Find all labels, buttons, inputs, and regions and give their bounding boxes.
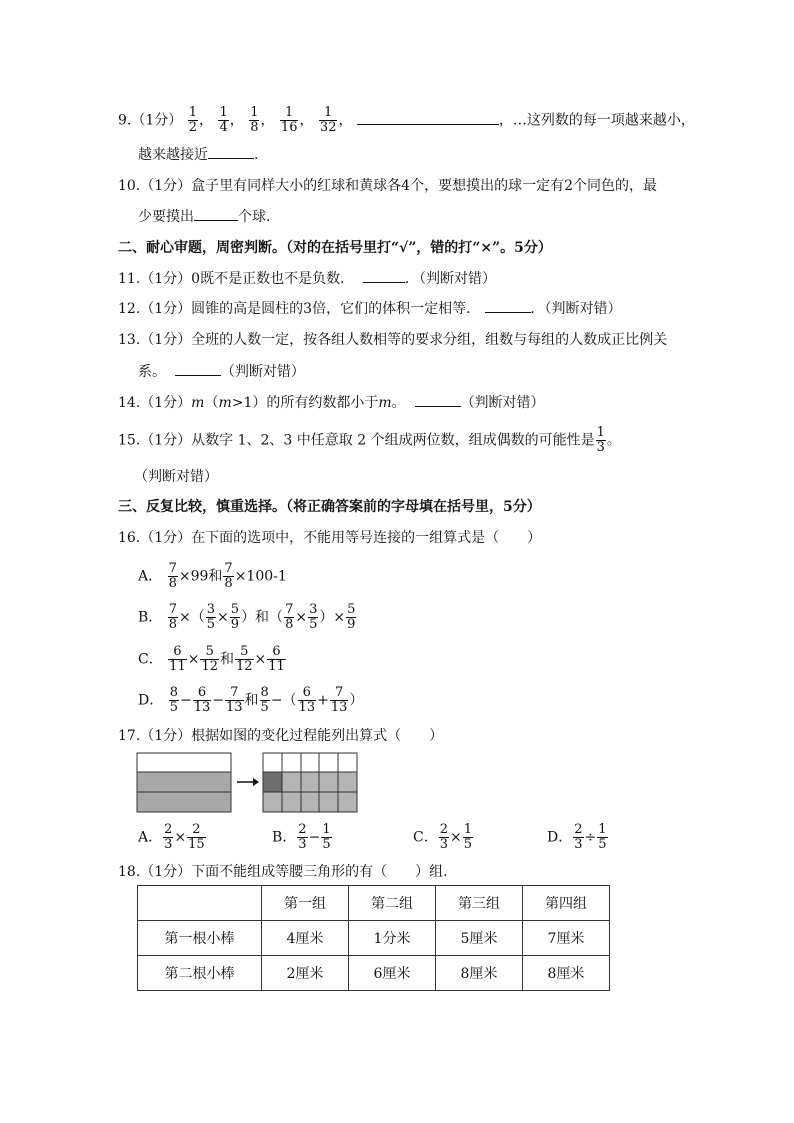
- fraction: [573, 823, 583, 852]
- denominator: 5: [309, 617, 318, 632]
- math-text: ）: [349, 692, 364, 709]
- numerator: 1: [463, 822, 473, 837]
- option-17-c[interactable]: [413, 823, 474, 852]
- numerator: 6: [298, 686, 317, 701]
- option-16-c[interactable]: [138, 645, 287, 674]
- option-17-d[interactable]: [547, 823, 609, 852]
- question-text: （判断对错）: [460, 395, 545, 411]
- variable: m: [218, 395, 232, 411]
- table-cell: 7厘米: [523, 921, 610, 956]
- table-cell: 第二根小棒: [138, 956, 262, 991]
- question-17-stem: 17.（1分）根据如图的变化过程能列出算式（ ）: [118, 728, 444, 744]
- denominator: 13: [225, 700, 243, 715]
- question-18-stem: 18.（1分）下面不能组成等腰三角形的有（ ）组.: [118, 864, 448, 880]
- denominator: 5: [206, 617, 216, 632]
- math-text: 和: [244, 692, 259, 709]
- question-text: （: [204, 395, 219, 411]
- question-15-line1: [118, 426, 621, 455]
- numerator: 1: [219, 105, 228, 120]
- table-row: [138, 921, 610, 956]
- math-text: +: [317, 692, 329, 709]
- question-text: 15.（1分）从数字 1、2、3 中任意取 2 个组成两位数，组成偶数的可能性是: [118, 432, 595, 449]
- separator: ，: [229, 112, 244, 129]
- fraction: [223, 562, 233, 591]
- option-label: C．: [413, 829, 438, 846]
- option-label: A．: [138, 568, 163, 585]
- question-14: [118, 392, 545, 413]
- question-text: 个球.: [238, 209, 271, 225]
- numerator: 7: [224, 561, 233, 576]
- section-2-heading: 二、耐心审题，周密判断。（对的在括号里打“√”，错的打“×”。5分）: [118, 240, 552, 256]
- variable: m: [191, 395, 205, 411]
- question-text: 越来越接近: [138, 147, 208, 163]
- fraction: [168, 562, 178, 591]
- math-text: 和: [220, 651, 234, 668]
- fraction: [267, 645, 286, 674]
- answer-blank[interactable]: [175, 361, 221, 376]
- fraction: [187, 823, 206, 852]
- option-label: D．: [138, 692, 164, 709]
- denominator: 11: [268, 659, 285, 674]
- question-11: [118, 268, 496, 289]
- question-15-line2: （判断对错）: [134, 469, 218, 485]
- numerator: 8: [169, 685, 178, 700]
- separator: ，: [199, 112, 213, 129]
- fraction: [200, 645, 219, 674]
- denominator: 13: [193, 700, 211, 715]
- question-13-line1: 13.（1分）全班的人数一定，按各组人数相等的要求分组，组数与每组的人数成正比例关: [118, 332, 668, 348]
- question-text: .: [254, 147, 259, 163]
- table-header-row: [138, 886, 610, 921]
- option-16-a[interactable]: [138, 562, 287, 591]
- fraction: [260, 686, 270, 715]
- denominator: 4: [219, 120, 228, 135]
- fraction: [439, 823, 449, 852]
- fraction: [597, 823, 607, 852]
- denominator: 3: [164, 837, 173, 852]
- denominator: 12: [236, 659, 253, 674]
- option-label: A．: [138, 829, 163, 846]
- table-header-cell: 第三组: [436, 886, 523, 921]
- numerator: 5: [347, 602, 356, 617]
- denominator: 8: [224, 576, 233, 591]
- numerator: 1: [596, 425, 605, 440]
- question-16-stem: 16.（1分）在下面的选项中，不能用等号连接的一组算式是（ ）: [118, 530, 542, 546]
- math-text: ÷: [584, 829, 597, 846]
- answer-blank[interactable]: [485, 298, 531, 313]
- denominator: 12: [201, 659, 218, 674]
- numerator: 1: [188, 105, 197, 120]
- fraction: [230, 603, 240, 632]
- denominator: 11: [169, 659, 186, 674]
- table-cell: 2厘米: [262, 956, 349, 991]
- table-header-cell: 第一组: [262, 886, 349, 921]
- option-label: D．: [547, 829, 573, 846]
- table-header-cell: 第二组: [349, 886, 436, 921]
- denominator: 32: [319, 120, 337, 135]
- question-text: （判断对错）: [220, 364, 305, 380]
- denominator: 9: [347, 617, 356, 632]
- fraction: [463, 823, 473, 852]
- question-text: 系。: [138, 364, 166, 380]
- numerator: 7: [285, 602, 294, 617]
- option-label: B．: [138, 609, 163, 626]
- math-text: ×99和: [178, 568, 223, 585]
- numerator: 6: [193, 686, 212, 701]
- numerator: 2: [298, 822, 307, 837]
- question-text: 11.（1分）0既不是正数也不是负数．: [118, 271, 355, 287]
- table-cell: 5厘米: [436, 921, 523, 956]
- option-16-d[interactable]: [138, 686, 363, 715]
- fraction: [225, 686, 244, 715]
- fraction: [206, 603, 216, 632]
- question-text: 14.（1分）: [118, 395, 192, 411]
- numerator: 7: [330, 686, 349, 701]
- numerator: 2: [574, 822, 583, 837]
- numerator: 6: [168, 645, 187, 660]
- math-text: ×: [295, 609, 308, 626]
- answer-blank[interactable]: [208, 144, 254, 159]
- denominator: 5: [260, 700, 269, 715]
- denominator: 8: [168, 576, 177, 591]
- denominator: 16: [280, 120, 298, 135]
- fraction: [193, 686, 212, 715]
- answer-blank[interactable]: [415, 392, 461, 407]
- fraction: [297, 823, 307, 852]
- question-text: 12.（1分）圆锥的高是圆柱的3倍，它们的体积一定相等．: [118, 301, 481, 317]
- option-16-b[interactable]: [138, 603, 357, 632]
- variable: m: [378, 395, 392, 411]
- denominator: 8: [168, 617, 178, 632]
- fraction: [163, 823, 173, 852]
- left-rectangle: [137, 753, 231, 812]
- option-17-a[interactable]: [138, 823, 207, 852]
- math-text: ×（: [179, 609, 205, 626]
- denominator: 3: [596, 440, 605, 455]
- question-10-line1: 10.（1分）盒子里有同样大小的红球和黄球各4个，要想摸出的球一定有2个同色的，最: [118, 178, 657, 194]
- arrow-icon: [237, 778, 259, 786]
- denominator: 13: [298, 700, 316, 715]
- question-text: ．（判断对错）: [530, 301, 622, 317]
- separator: ，: [260, 112, 275, 129]
- fraction: [218, 106, 228, 135]
- question-13-line2: [138, 361, 305, 382]
- separator: ，: [299, 112, 314, 129]
- table-header-cell: 第四组: [523, 886, 610, 921]
- separator: ，: [338, 112, 353, 129]
- table-row: [138, 956, 610, 991]
- math-text: ×100-1: [234, 568, 287, 585]
- question-10-line2: [138, 206, 270, 227]
- math-text: ×: [187, 651, 200, 668]
- math-text: −（: [270, 692, 297, 709]
- denominator: 2: [188, 120, 197, 135]
- denominator: 13: [330, 700, 348, 715]
- question-9-line2: [138, 144, 258, 165]
- option-label: C．: [138, 651, 163, 668]
- numerator: 3: [206, 602, 216, 617]
- numerator: 7: [168, 602, 178, 617]
- table-header-cell: [138, 886, 262, 921]
- fraction: [319, 106, 338, 135]
- numerator: 1: [250, 105, 259, 120]
- denominator: 3: [574, 837, 583, 852]
- denominator: 15: [188, 837, 205, 852]
- numerator: 7: [225, 686, 244, 701]
- fraction: [284, 603, 294, 632]
- section-3-heading: 三、反复比较，慎重选择。（将正确答案前的字母填在括号里，5分）: [118, 499, 541, 515]
- math-text: ）×: [319, 609, 346, 626]
- math-text: ×: [254, 651, 267, 668]
- fraction: [346, 603, 356, 632]
- stick-length-table: [137, 885, 610, 991]
- numerator: 2: [439, 822, 448, 837]
- table-cell: 6厘米: [349, 956, 436, 991]
- fraction: [330, 686, 349, 715]
- math-text: ×: [450, 829, 462, 846]
- math-text: ×: [217, 609, 229, 626]
- fraction: [298, 686, 317, 715]
- option-label: B．: [272, 829, 297, 846]
- question-text: 少要摸出: [138, 209, 194, 225]
- denominator: 5: [169, 700, 178, 715]
- denominator: 3: [298, 837, 307, 852]
- question-9-line1: [118, 106, 695, 135]
- fraction: [249, 106, 259, 135]
- fraction: [168, 603, 178, 632]
- denominator: 9: [230, 617, 240, 632]
- fraction-diagram: [136, 752, 362, 814]
- fraction: [280, 106, 299, 135]
- numerator: 2: [187, 823, 206, 838]
- numerator: 6: [267, 645, 286, 660]
- option-17-b[interactable]: [272, 823, 333, 852]
- denominator: 3: [439, 837, 448, 852]
- question-text: ，…这列数的每一项越来越小，: [498, 112, 695, 129]
- numerator: 1: [322, 822, 331, 837]
- question-number: 9.（1分）: [118, 112, 183, 129]
- table-cell: 1分米: [349, 921, 436, 956]
- answer-blank[interactable]: [363, 268, 405, 283]
- numerator: 1: [319, 106, 338, 121]
- math-text: −: [308, 829, 321, 846]
- answer-blank[interactable]: [357, 110, 499, 125]
- denominator: 5: [598, 837, 607, 852]
- fraction: [321, 823, 331, 852]
- table-cell: 8厘米: [436, 956, 523, 991]
- question-text: 。: [606, 432, 621, 449]
- fraction: [188, 106, 198, 135]
- question-text: ．（判断对错）: [405, 271, 496, 287]
- numerator: 7: [168, 561, 177, 576]
- math-text: −: [212, 692, 224, 709]
- fraction: [235, 645, 254, 674]
- right-grid: [263, 753, 357, 812]
- denominator: 8: [250, 120, 259, 135]
- math-text: −: [179, 692, 192, 709]
- fraction: [308, 603, 318, 632]
- numerator: 2: [164, 822, 173, 837]
- numerator: 1: [598, 822, 607, 837]
- denominator: 5: [322, 837, 331, 852]
- fraction: [169, 686, 179, 715]
- fraction: [596, 426, 606, 455]
- numerator: 1: [280, 106, 299, 121]
- table-cell: 4厘米: [262, 921, 349, 956]
- numerator: 3: [309, 602, 318, 617]
- math-text: ×: [174, 829, 187, 846]
- denominator: 8: [285, 617, 294, 632]
- numerator: 5: [200, 645, 219, 660]
- math-text: ）和（: [241, 609, 284, 626]
- numerator: 5: [235, 645, 254, 660]
- question-12: [118, 298, 622, 319]
- numerator: 5: [230, 602, 240, 617]
- table-cell: 第一根小棒: [138, 921, 262, 956]
- question-text: 。: [391, 395, 406, 411]
- question-text: >1）的所有约数都小于: [231, 395, 379, 411]
- table-cell: 8厘米: [523, 956, 610, 991]
- fraction: [168, 645, 187, 674]
- answer-blank[interactable]: [194, 206, 238, 221]
- numerator: 8: [260, 685, 269, 700]
- denominator: 5: [463, 837, 473, 852]
